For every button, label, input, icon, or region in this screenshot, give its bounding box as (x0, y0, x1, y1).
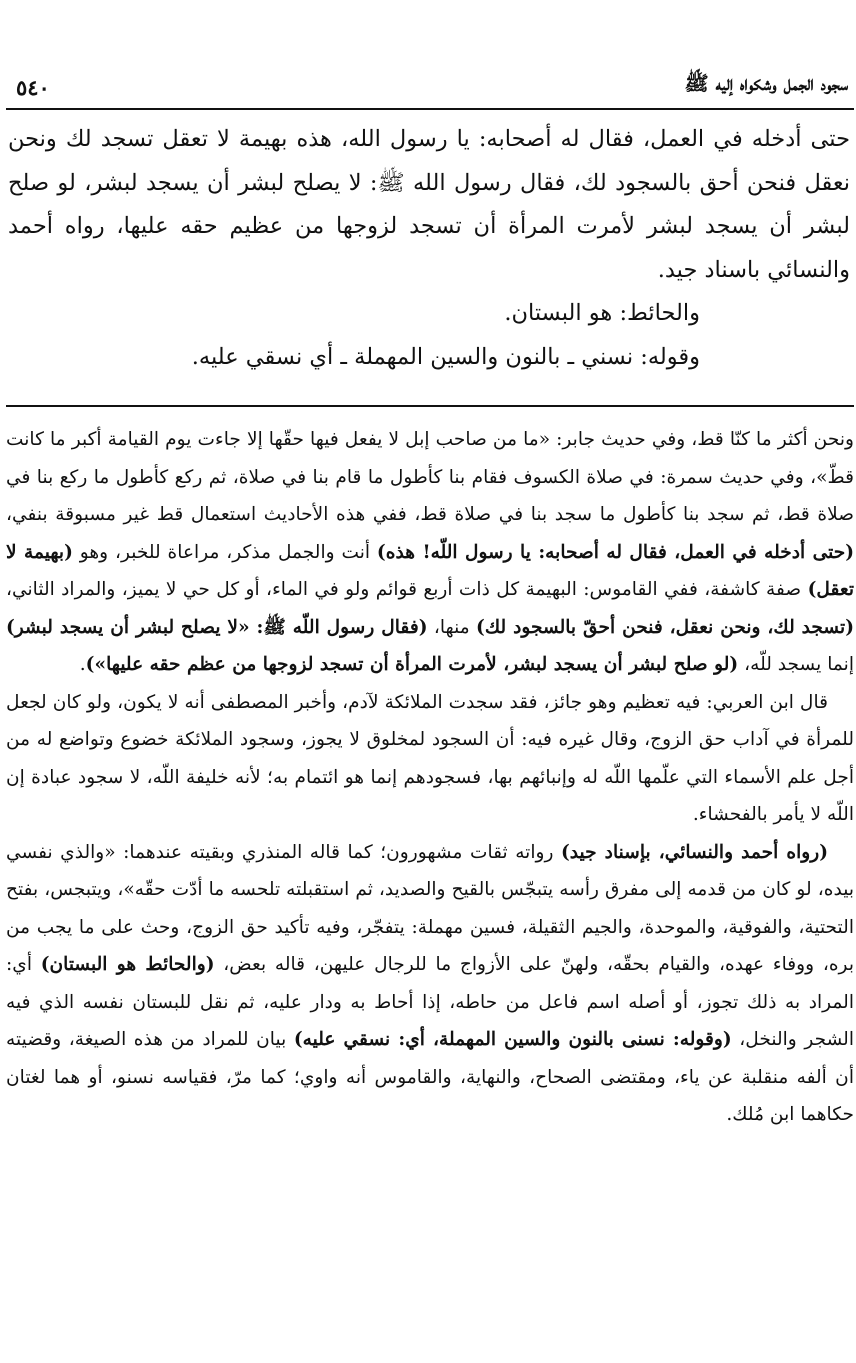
footnote-separator (6, 405, 854, 407)
commentary-text: أي: المراد به ذلك تجوز، أو أصله اسم فاعل من حاطه، إذا أحاط به ودار عليه، ثم نقل للبستان نفسه الذي فيه الشجر والنخل، (6, 954, 854, 1050)
quoted-text-bold: (بهيمة لا تعقل) (6, 541, 854, 600)
commentary-text: ونحن أكثر ما كنّا قط، وفي حديث جابر: «ما من صاحب إبل لا يفعل فيها حقّها إلا جاءت يوم القيامة أكبر ما كانت قطّ»، وفي حديث سمرة: في صلاة الكسوف فقام بنا كأطول ما قام بنا في صلاة، ثم ركع كأطول ما ركع بنا في صلاة قط، ثم سجد بنا كأطول ما سجد بنا في صلاة قط، ففي هذه الأحاديث استعمال قط غير مسبوقة بنفي، (6, 429, 854, 525)
quoted-text-bold: (رواه أحمد والنسائي، بإسناد جيد) (560, 841, 828, 863)
commentary-paragraph (6, 421, 854, 684)
main-definition: والحائط: هو البستان. (504, 300, 700, 326)
header-title: سجود الجمل وشكواه إليه ﷺ (684, 71, 848, 95)
commentary-paragraph (6, 834, 854, 1134)
commentary-text: أنت والجمل مذكر، مراعاة للخبر، وهو (72, 541, 377, 563)
quoted-text-bold: (وقوله: نسنى بالنون والسين المهملة، أي: نسقي عليه) (293, 1029, 732, 1050)
commentary-text: بيان للمراد من هذه الصيغة، وقضيته أن ألفه منقلبة عن ياء، ومقتضى الصحاح، والنهاية، والقاموس أنه واوي؛ كما مرّ، فقياسه نسنو، أو هما لغتان حكاهما ابن مُلك. (6, 1029, 854, 1125)
commentary-paragraph (6, 684, 854, 834)
commentary-text: قال ابن العربي: فيه تعظيم وهو جائز، فقد سجدت الملائكة لآدم، وأخبر المصطفى أنه لا يكون، ولو كان لجعل للمرأة في آداب حق الزوج، وقال غيره فيه: أن السجود لمخلوق لا يجوز، وسجود الملائكة خضوع وتواضع له من أجل علم الأسماء التي علّمها اللّه له وإنبائهم بها، فسجودهم إنما هو ائتمام به؛ لأنه خليفة اللّه، لا سجود عبادة إن اللّه لا يأمر بالفحشاء. (6, 691, 854, 825)
commentary-text: رواته ثقات مشهورون؛ كما قاله المنذري وبقيته عندهما: «والذي نفسي بيده، لو كان من قدمه إلى مفرق رأسه يتبجّس بالقيح والصديد، ثم استقبلته تلحسه ما أدّت حقّه»، ويتبجس، بفتح التحتية، والفوقية، والموحدة، والجيم الثقيلة، فسين مهملة: يتفجّر، وفيه تأكيد حق الزوج، وحث على ما يجب من بره، ووفاء عهده، والقيام بحقّه، ولهنّ على الأزواج ما للرجال عليهن، قاله بعض، (6, 841, 854, 975)
quoted-text-bold: (حتى أدخله في العمل، فقال له أصحابه: يا رسول اللّه! هذه) (376, 541, 855, 563)
commentary-text: منها، (427, 616, 477, 638)
commentary-text: صفة كاشفة، ففي القاموس: البهيمة كل ذات أربع قوائم ولو في الماء، أو كل حي لا يميز، والمراد الثاني، (6, 579, 808, 600)
commentary-text: . (79, 654, 86, 675)
page-number: ٥٤٠ (16, 75, 50, 100)
quoted-text-bold: (تسجد لك، ونحن نعقل، فنحن أحقّ بالسجود لك) (476, 616, 854, 638)
commentary (6, 421, 854, 1134)
quoted-text-bold: (والحائط هو البستان) (40, 954, 215, 975)
quoted-text-bold: (لو صلح لبشر أن يسجد لبشر، لأمرت المرأة أن تسجد لزوجها من عظم حقه عليها») (85, 654, 739, 675)
running-header (6, 58, 854, 110)
main-definition: وقوله: نسني ـ بالنون والسين المهملة ـ أي نسقي عليه. (191, 343, 700, 370)
main-text (6, 110, 854, 379)
quoted-text-bold: (فقال رسول اللّه ﷺ: «لا يصلح لبشر أن يسجد لبشر) (6, 616, 428, 638)
commentary-text: إنما يسجد للّه، (738, 654, 854, 675)
main-paragraph: حتى أدخله في العمل، فقال له أصحابه: يا رسول الله، هذه بهيمة لا تعقل تسجد لك ونحن نعقل فنحن أحق بالسجود لك، فقال رسول الله ﷺ: لا يصلح لبشر أن يسجد لبشر، لو صلح لبشر أن يسجد لبشر لأمرت المرأة أن تسجد لزوجها من عظيم حقه عليها، رواه أحمد والنسائي باسناد جيد. (8, 126, 850, 283)
